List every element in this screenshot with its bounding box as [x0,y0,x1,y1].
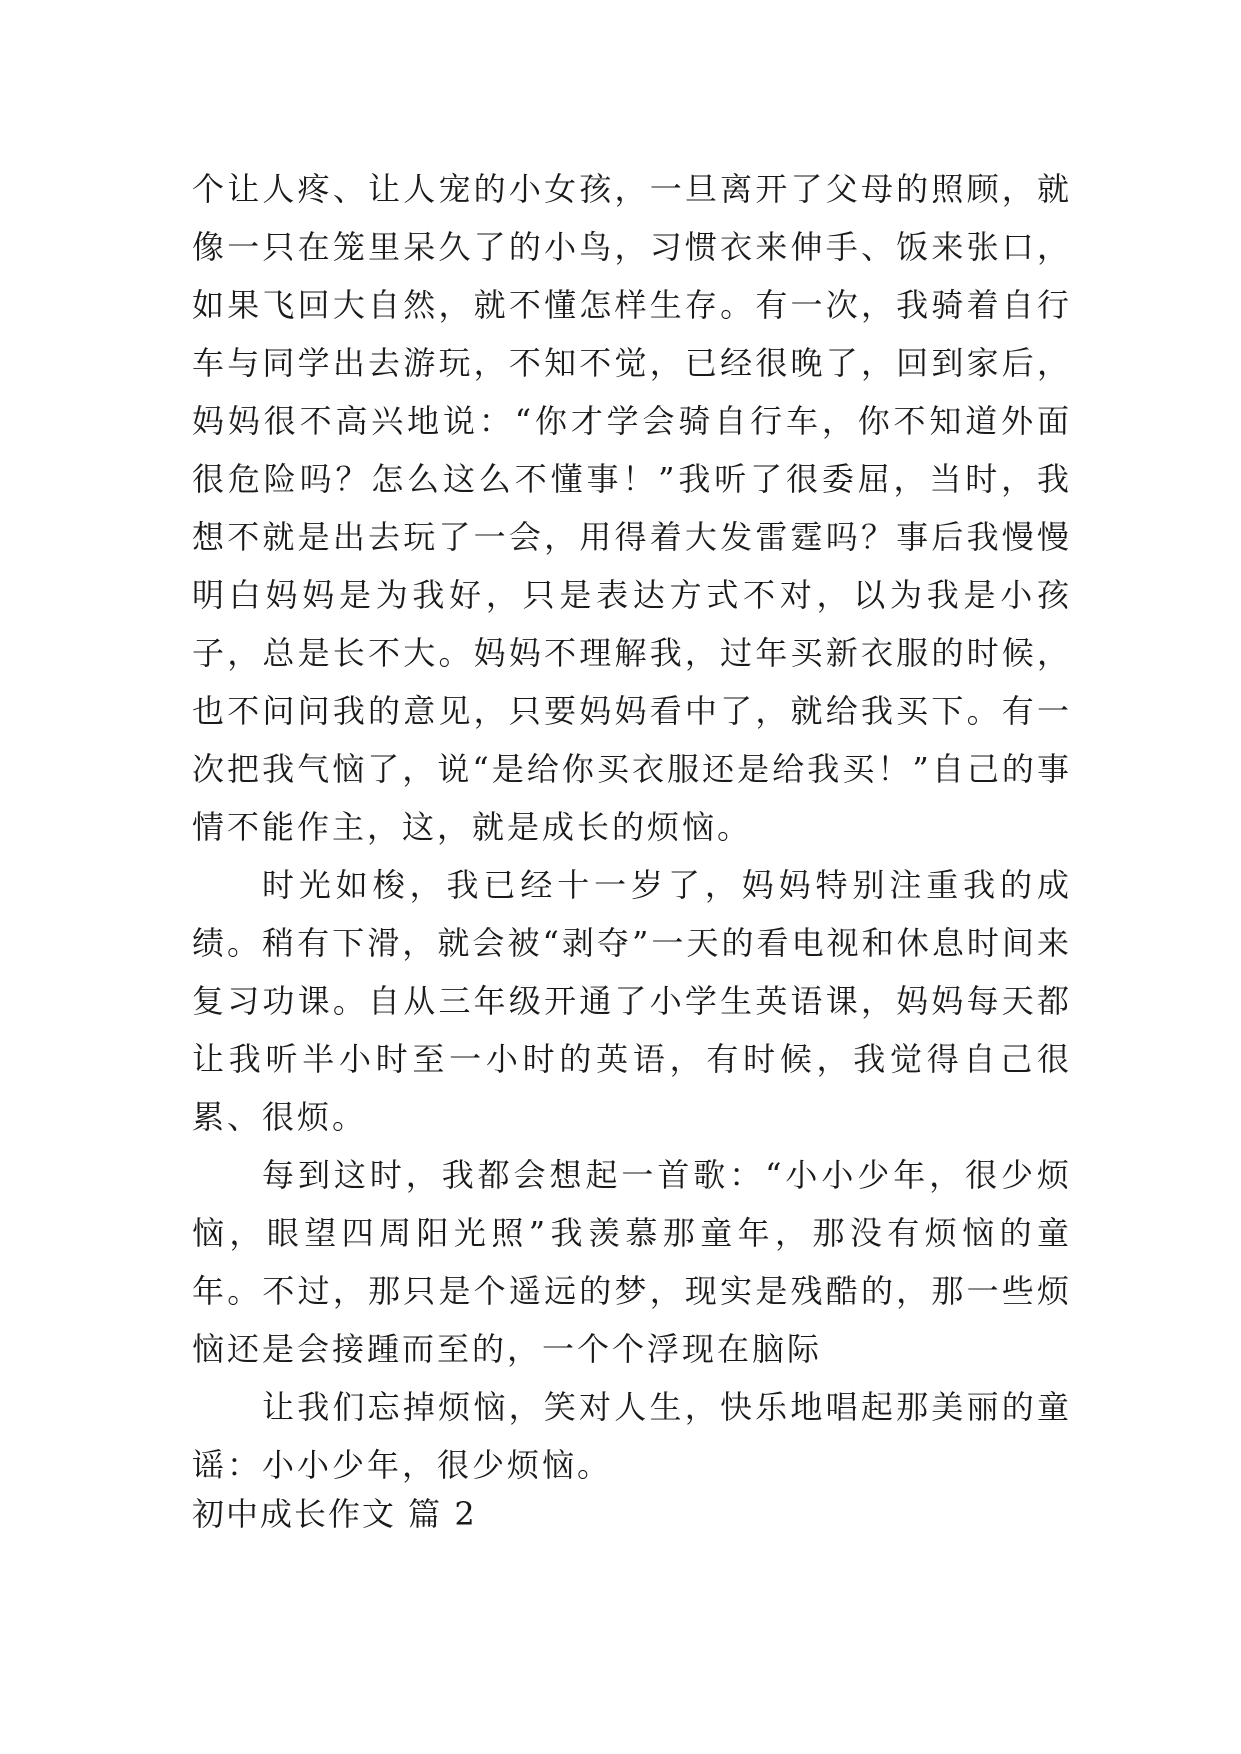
paragraph-2: 时光如梭，我已经十一岁了，妈妈特别注重我的成绩。稍有下滑，就会被“剥夺”一天的看电视和休息时间来复习功课。自从三年级开通了小学生英语课，妈妈每天都让我听半小时至一小时的英语，有时候，我觉得自己很累、很烦。 [192,866,1072,1136]
essay-body [192,160,1072,1494]
paragraph-4: 让我们忘掉烦恼，笑对人生，快乐地唱起那美丽的童谣：小小少年，很少烦恼。 [192,1388,1072,1484]
paragraph-3: 每到这时，我都会想起一首歌：“小小少年，很少烦恼，眼望四周阳光照”我羡慕那童年，那没有烦恼的童年。不过，那只是个遥远的梦，现实是残酷的，那一些烦恼还是会接踵而至的，一个个浮现在脑际 [192,1156,1072,1368]
section-heading: 初中成长作文 篇 2 [192,1495,477,1533]
paragraph-1: 个让人疼、让人宠的小女孩，一旦离开了父母的照顾，就像一只在笼里呆久了的小鸟，习惯衣来伸手、饭来张口，如果飞回大自然，就不懂怎样生存。有一次，我骑着自行车与同学出去游玩，不知不觉，已经很晚了，回到家后，妈妈很不高兴地说：“你才学会骑自行车，你不知道外面很危险吗？怎么这么不懂事！”我听了很委屈，当时，我想不就是出去玩了一会，用得着大发雷霆吗？事后我慢慢明白妈妈是为我好，只是表达方式不对，以为我是小孩子，总是长不大。妈妈不理解我，过年买新衣服的时候，也不问问我的意见，只要妈妈看中了，就给我买下。有一次把我气恼了，说“是给你买衣服还是给我买！”自己的事情不能作主，这，就是成长的烦恼。 [192,170,1072,846]
